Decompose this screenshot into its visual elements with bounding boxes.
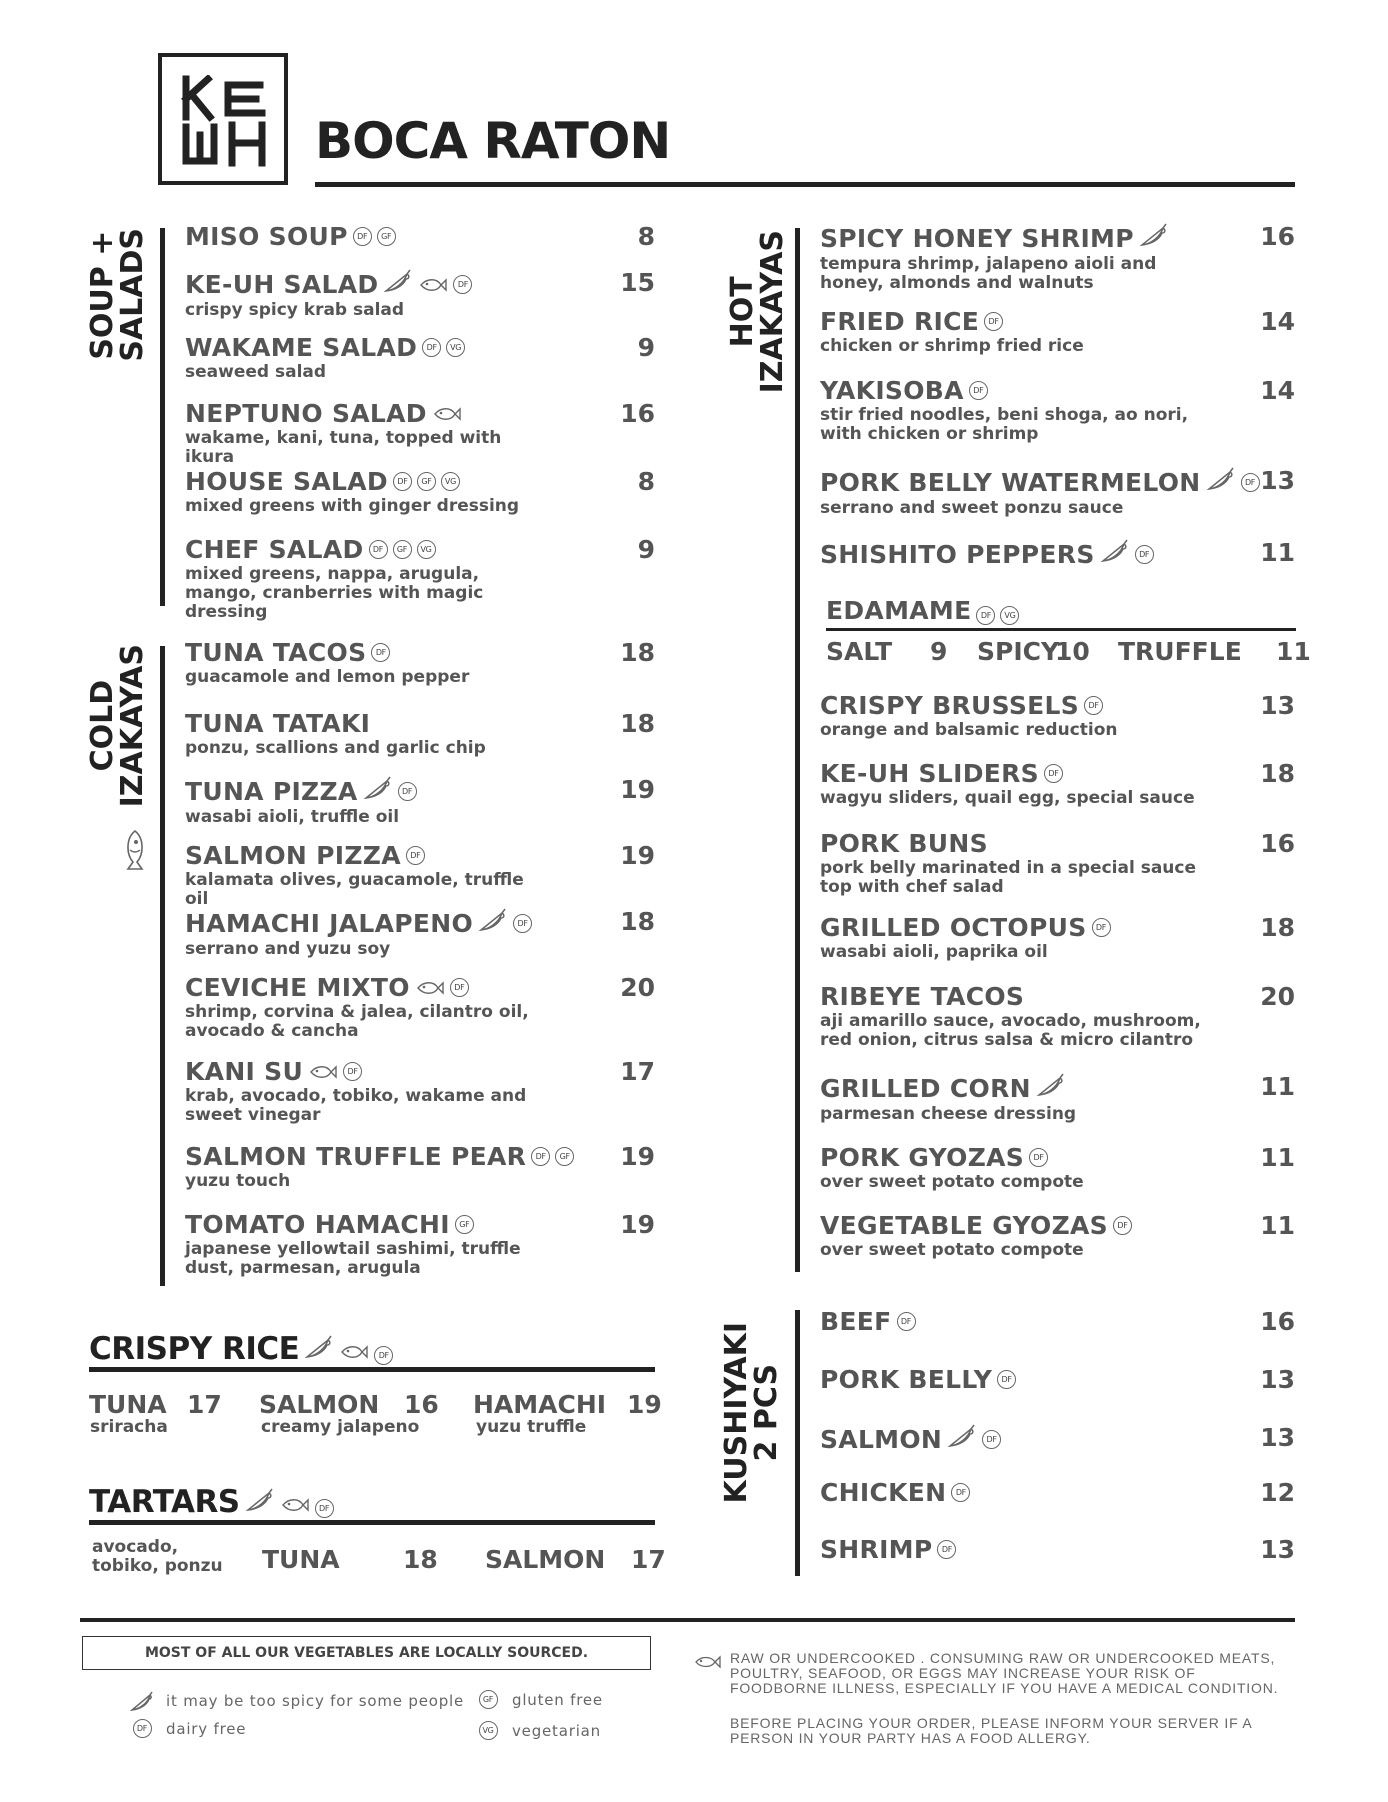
menu-item-edamame: [826, 595, 1019, 625]
item-price: 13: [1260, 1365, 1295, 1394]
dairy-free-badge-icon: DF: [951, 1483, 970, 1502]
item-description: serrano and yuzu soy: [185, 939, 391, 959]
item-name: YAKISOBA: [820, 376, 964, 405]
item-name: CEVICHE MIXTO: [185, 973, 410, 1002]
section-title-crispy-rice: CRISPY RICE: [89, 1330, 300, 1367]
crispy-rice-tuna-desc: sriracha: [90, 1417, 168, 1437]
item-name: WAKAME SALAD: [185, 333, 418, 362]
crispy-rice-hamachi-price: 19: [627, 1390, 662, 1419]
legend-spicy: [130, 1690, 464, 1712]
item-price: 18: [620, 709, 655, 738]
legend-gf-label: gluten free: [512, 1690, 603, 1709]
item-price: 13: [1260, 466, 1295, 495]
item-price: 9: [637, 333, 655, 362]
item-name: SPICY HONEY SHRIMP: [820, 223, 1134, 253]
item-description: mixed greens with ginger dressing: [185, 496, 520, 516]
dairy-free-badge-icon: DF: [315, 1499, 334, 1518]
item-description: shrimp, corvina & jalea, cilantro oil, avocado & cancha: [185, 1002, 529, 1041]
footer-divider: [80, 1618, 1295, 1622]
menu-item-beef: [820, 1307, 1220, 1336]
item-price: 9: [637, 535, 655, 564]
section-bar-soup-salads: [160, 228, 165, 606]
chili-pepper-icon: [1206, 466, 1236, 498]
dairy-free-badge-icon: DF: [1029, 1148, 1048, 1167]
dairy-free-badge-icon: DF: [393, 472, 412, 491]
section-crispy-rice: [89, 1330, 393, 1368]
dairy-free-badge-icon: DF: [531, 1147, 550, 1166]
item-name: HOUSE SALAD: [185, 467, 388, 496]
vegetarian-badge-icon: VG: [417, 540, 436, 559]
menu-item-tuna-pizza: [185, 775, 645, 827]
gluten-free-badge-icon: GF: [479, 1690, 498, 1709]
item-name: TOMATO HAMACHI: [185, 1210, 450, 1239]
vegetarian-badge-icon: VG: [446, 338, 465, 357]
item-name: PORK GYOZAS: [820, 1143, 1025, 1172]
fish-icon: [418, 270, 448, 299]
section-title-cold-izakayas: COLD IZAKAYAS: [85, 644, 150, 808]
item-name: FRIED RICE: [820, 307, 980, 336]
item-price: 17: [620, 1057, 655, 1086]
menu-item-grilled-corn: [820, 1072, 1280, 1124]
item-description: japanese yellowtail sashimi, truffle dust, parmesan, arugula: [185, 1239, 521, 1278]
legend-gf: [476, 1690, 603, 1709]
edamame-option-spicy: SPICY: [977, 637, 1060, 666]
item-description: mixed greens, nappa, arugula, mango, cranberries with magic dressing: [185, 564, 484, 622]
section-title-hot-izakayas: HOT IZAKAYAS: [725, 230, 790, 394]
dairy-free-badge-icon: DF: [1113, 1216, 1132, 1235]
chili-pepper-icon: [363, 775, 393, 807]
edamame-price-salt: 9: [930, 637, 948, 666]
item-price: 19: [620, 841, 655, 870]
item-name: SALMON: [820, 1424, 943, 1454]
item-price: 18: [620, 907, 655, 936]
item-name: PORK BELLY: [820, 1365, 993, 1394]
legend-df-label: dairy free: [166, 1719, 247, 1738]
section-title-kushiyaki: KUSHIYAKI 2 PCS: [719, 1322, 784, 1504]
item-name: EDAMAME: [826, 595, 972, 625]
dairy-free-badge-icon: DF: [897, 1312, 916, 1331]
item-price: 13: [1260, 1423, 1295, 1452]
menu-item-salmon-truffle-pear: [185, 1142, 645, 1191]
item-price: 8: [637, 222, 655, 251]
item-price: 13: [1260, 691, 1295, 720]
item-price: 18: [620, 638, 655, 667]
item-description: parmesan cheese dressing: [820, 1104, 1077, 1124]
local-sourcing-note: MOST OF ALL OUR VEGETABLES ARE LOCALLY SOURCED.: [82, 1636, 651, 1670]
fish-icon: [415, 973, 445, 1002]
menu-item-spicy-honey-shrimp: [820, 222, 1280, 293]
fish-icon: [280, 1485, 310, 1521]
crispy-rice-hamachi: HAMACHI: [473, 1390, 607, 1419]
menu-item-house-salad: [185, 467, 645, 516]
dairy-free-badge-icon: DF: [133, 1719, 152, 1738]
crispy-rice-salmon: SALMON: [259, 1390, 380, 1419]
crispy-rice-salmon-price: 16: [404, 1390, 439, 1419]
item-name: SALMON TRUFFLE PEAR: [185, 1142, 527, 1171]
item-price: 16: [1260, 222, 1295, 251]
menu-item-ceviche-mixto: [185, 973, 645, 1041]
item-description: ponzu, scallions and garlic chip: [185, 738, 486, 758]
item-name: RIBEYE TACOS: [820, 982, 1025, 1011]
dairy-free-badge-icon: DF: [982, 1430, 1001, 1449]
menu-item-chef-salad: [185, 535, 645, 622]
item-description: guacamole and lemon pepper: [185, 667, 470, 687]
menu-item-pork-belly-watermelon: [820, 466, 1280, 518]
dairy-free-badge-icon: DF: [937, 1540, 956, 1559]
chili-pepper-icon: [304, 1332, 334, 1368]
item-name: VEGETABLE GYOZAS: [820, 1211, 1108, 1240]
item-price: 11: [1260, 1211, 1295, 1240]
item-name: MISO SOUP: [185, 222, 348, 251]
item-price: 19: [620, 775, 655, 804]
item-price: 19: [620, 1210, 655, 1239]
chili-pepper-icon: [478, 907, 508, 939]
item-description: over sweet potato compote: [820, 1172, 1084, 1192]
menu-item-vegetable-gyozas: [820, 1211, 1280, 1260]
item-name: PORK BELLY WATERMELON: [820, 467, 1201, 497]
chili-pepper-icon: [1036, 1072, 1066, 1104]
legend-vg: [476, 1721, 601, 1740]
allergy-notice: BEFORE PLACING YOUR ORDER, PLEASE INFORM YOUR SERVER IF A PERSON IN YOUR PARTY HAS A FOOD ALLERGY.: [730, 1715, 1252, 1746]
dairy-free-badge-icon: DF: [1092, 918, 1111, 937]
dairy-free-badge-icon: DF: [969, 381, 988, 400]
fish-icon: [122, 828, 148, 876]
dairy-free-badge-icon: DF: [369, 540, 388, 559]
gluten-free-badge-icon: GF: [417, 472, 436, 491]
item-name: CRISPY BRUSSELS: [820, 691, 1080, 720]
chili-pepper-icon: [947, 1423, 977, 1455]
crispy-rice-tuna: TUNA: [89, 1390, 167, 1419]
edamame-price-spicy: 10: [1055, 637, 1090, 666]
item-name: CHICKEN: [820, 1478, 947, 1507]
fish-icon: [693, 1654, 721, 1673]
tartars-salmon-price: 17: [631, 1545, 666, 1574]
menu-item-pork-buns: [820, 829, 1280, 897]
legend-vg-label: vegetarian: [512, 1721, 601, 1740]
vegetarian-badge-icon: VG: [479, 1721, 498, 1740]
item-price: 13: [1260, 1535, 1295, 1564]
edamame-option-truffle: TRUFFLE: [1118, 637, 1242, 666]
dairy-free-badge-icon: DF: [371, 643, 390, 662]
item-price: 11: [1260, 538, 1295, 567]
item-price: 12: [1260, 1478, 1295, 1507]
legend-df: [130, 1719, 246, 1738]
dairy-free-badge-icon: DF: [450, 978, 469, 997]
item-name: TUNA TACOS: [185, 638, 367, 667]
fish-icon: [339, 1332, 369, 1368]
dairy-free-badge-icon: DF: [513, 914, 532, 933]
menu-item-hamachi-jalapeno: [185, 907, 645, 959]
item-description: stir fried noodles, beni shoga, ao nori, with chicken or shrimp: [820, 405, 1189, 444]
menu-item-pork-gyozas: [820, 1143, 1280, 1192]
item-price: 18: [1260, 759, 1295, 788]
crispy-rice-divider: [89, 1367, 655, 1372]
section-hot-izakayas: [725, 230, 790, 400]
chili-pepper-icon: [245, 1485, 275, 1521]
dairy-free-badge-icon: DF: [406, 846, 425, 865]
section-bar-hot-izakayas: [795, 228, 800, 1272]
dairy-free-badge-icon: DF: [1044, 764, 1063, 783]
item-name: CHEF SALAD: [185, 535, 364, 564]
item-name: KE-UH SALAD: [185, 269, 379, 299]
edamame-price-truffle: 11: [1276, 637, 1311, 666]
dairy-free-badge-icon: DF: [398, 782, 417, 801]
item-price: 11: [1260, 1072, 1295, 1101]
section-bar-cold-izakayas: [160, 646, 165, 1286]
chili-pepper-icon: [1139, 222, 1169, 254]
dairy-free-badge-icon: DF: [353, 227, 372, 246]
section-title-tartars: TARTARS: [89, 1483, 240, 1520]
menu-item-tuna-tacos: [185, 638, 645, 687]
section-tartars: [89, 1483, 334, 1521]
item-description: serrano and sweet ponzu sauce: [820, 498, 1124, 518]
section-cold-izakayas: [85, 644, 150, 814]
item-price: 16: [1260, 1307, 1295, 1336]
section-soup-salads: [85, 228, 150, 368]
menu-item-chicken: [820, 1478, 1220, 1507]
item-description: seaweed salad: [185, 362, 327, 382]
item-name: TUNA PIZZA: [185, 776, 358, 806]
crispy-rice-hamachi-desc: yuzu truffle: [476, 1417, 587, 1437]
dairy-free-badge-icon: DF: [374, 1346, 393, 1365]
item-name: PORK BUNS: [820, 829, 988, 858]
restaurant-location-title: BOCA RATON: [315, 112, 671, 170]
menu-item-salmon-pizza: [185, 841, 645, 909]
logo: [158, 53, 288, 185]
edamame-option-salt: SALT: [826, 637, 893, 666]
item-description: crispy spicy krab salad: [185, 300, 405, 320]
item-price: 18: [1260, 913, 1295, 942]
item-name: BEEF: [820, 1307, 892, 1336]
chili-pepper-icon: [1100, 538, 1130, 570]
gluten-free-badge-icon: GF: [455, 1215, 474, 1234]
dairy-free-badge-icon: DF: [1135, 545, 1154, 564]
menu-item-ribeye-tacos: [820, 982, 1280, 1050]
menu-item-neptuno-salad: [185, 399, 645, 467]
item-description: krab, avocado, tobiko, wakame and sweet vinegar: [185, 1086, 527, 1125]
fish-icon: [308, 1057, 338, 1086]
chili-pepper-icon: [383, 268, 413, 300]
menu-item-tomato-hamachi: [185, 1210, 645, 1278]
menu-item-fried-rice: [820, 307, 1280, 356]
dairy-free-badge-icon: DF: [422, 338, 441, 357]
dairy-free-badge-icon: DF: [1241, 473, 1260, 492]
item-name: HAMACHI JALAPENO: [185, 908, 474, 938]
dairy-free-badge-icon: DF: [453, 275, 472, 294]
dairy-free-badge-icon: DF: [984, 312, 1003, 331]
crispy-rice-salmon-desc: creamy jalapeno: [261, 1417, 420, 1437]
header-divider: [315, 182, 1295, 187]
item-description: aji amarillo sauce, avocado, mushroom, red onion, citrus salsa & micro cilantro: [820, 1011, 1201, 1050]
item-description: chicken or shrimp fried rice: [820, 336, 1084, 356]
tartars-desc: avocado, tobiko, ponzu: [92, 1537, 223, 1576]
item-name: KE-UH SLIDERS: [820, 759, 1039, 788]
tartars-salmon: SALMON: [485, 1545, 606, 1574]
item-price: 16: [620, 399, 655, 428]
item-description: pork belly marinated in a special sauce top with chef salad: [820, 858, 1197, 897]
item-price: 14: [1260, 307, 1295, 336]
item-name: KANI SU: [185, 1057, 304, 1086]
raw-food-notice: RAW OR UNDERCOOKED . CONSUMING RAW OR UNDERCOOKED MEATS, POULTRY, SEAFOOD, OR EGGS MAY INCREASE YOUR RISK OF FOODBORNE ILLNESS, ESPECIALLY IF YOU HAVE A MEDICAL CONDITION.: [730, 1650, 1279, 1696]
menu-item-tuna-tataki: [185, 709, 645, 758]
item-price: 20: [1260, 982, 1295, 1011]
menu-item-shishito-peppers: [820, 538, 1280, 570]
menu-item-miso-soup: [185, 222, 645, 251]
gluten-free-badge-icon: GF: [555, 1147, 574, 1166]
vegetarian-badge-icon: VG: [441, 472, 460, 491]
item-name: TUNA TATAKI: [185, 709, 371, 738]
dairy-free-badge-icon: DF: [1084, 696, 1103, 715]
item-description: wasabi aioli, truffle oil: [185, 807, 400, 827]
crispy-rice-tuna-price: 17: [187, 1390, 222, 1419]
item-name: SALMON PIZZA: [185, 841, 401, 870]
dairy-free-badge-icon: DF: [976, 606, 995, 625]
item-description: orange and balsamic reduction: [820, 720, 1118, 740]
item-description: wakame, kani, tuna, topped with ikura: [185, 428, 502, 467]
menu-item-ke-uh-salad: [185, 268, 645, 320]
gluten-free-badge-icon: GF: [393, 540, 412, 559]
section-bar-kushiyaki: [795, 1310, 800, 1576]
item-description: yuzu touch: [185, 1171, 291, 1191]
section-kushiyaki: [719, 1322, 784, 1504]
tartars-divider: [89, 1520, 655, 1525]
item-description: wagyu sliders, quail egg, special sauce: [820, 788, 1195, 808]
menu-item-crispy-brussels: [820, 691, 1280, 740]
edamame-divider: [826, 628, 1296, 631]
menu-item-yakisoba: [820, 376, 1280, 444]
menu-item-grilled-octopus: [820, 913, 1280, 962]
menu-item-pork-belly: [820, 1365, 1220, 1394]
menu-item-salmon: [820, 1423, 1220, 1455]
tartars-tuna: TUNA: [262, 1545, 340, 1574]
item-price: 11: [1260, 1143, 1295, 1172]
item-price: 16: [1260, 829, 1295, 858]
item-name: NEPTUNO SALAD: [185, 399, 427, 428]
tartars-tuna-price: 18: [403, 1545, 438, 1574]
menu-item-ke-uh-sliders: [820, 759, 1280, 808]
item-description: kalamata olives, guacamole, truffle oil: [185, 870, 524, 909]
item-price: 15: [620, 268, 655, 297]
item-price: 14: [1260, 376, 1295, 405]
item-name: GRILLED OCTOPUS: [820, 913, 1087, 942]
item-price: 19: [620, 1142, 655, 1171]
item-description: over sweet potato compote: [820, 1240, 1084, 1260]
menu-item-shrimp: [820, 1535, 1220, 1564]
section-title-soup-salads: SOUP + SALADS: [85, 228, 150, 362]
item-name: SHRIMP: [820, 1535, 933, 1564]
dairy-free-badge-icon: DF: [343, 1062, 362, 1081]
menu-item-wakame-salad: [185, 333, 645, 382]
gluten-free-badge-icon: GF: [377, 227, 396, 246]
item-description: tempura shrimp, jalapeno aioli and honey, almonds and walnuts: [820, 254, 1157, 293]
item-name: GRILLED CORN: [820, 1073, 1031, 1103]
item-price: 20: [620, 973, 655, 1002]
item-description: wasabi aioli, paprika oil: [820, 942, 1048, 962]
fish-icon: [432, 399, 462, 428]
menu-item-kani-su: [185, 1057, 645, 1125]
item-price: 8: [637, 467, 655, 496]
item-name: SHISHITO PEPPERS: [820, 539, 1095, 569]
dairy-free-badge-icon: DF: [997, 1370, 1016, 1389]
legend-spicy-label: it may be too spicy for some people: [166, 1692, 465, 1710]
vegetarian-badge-icon: VG: [1000, 606, 1019, 625]
chili-pepper-icon: [130, 1690, 154, 1712]
